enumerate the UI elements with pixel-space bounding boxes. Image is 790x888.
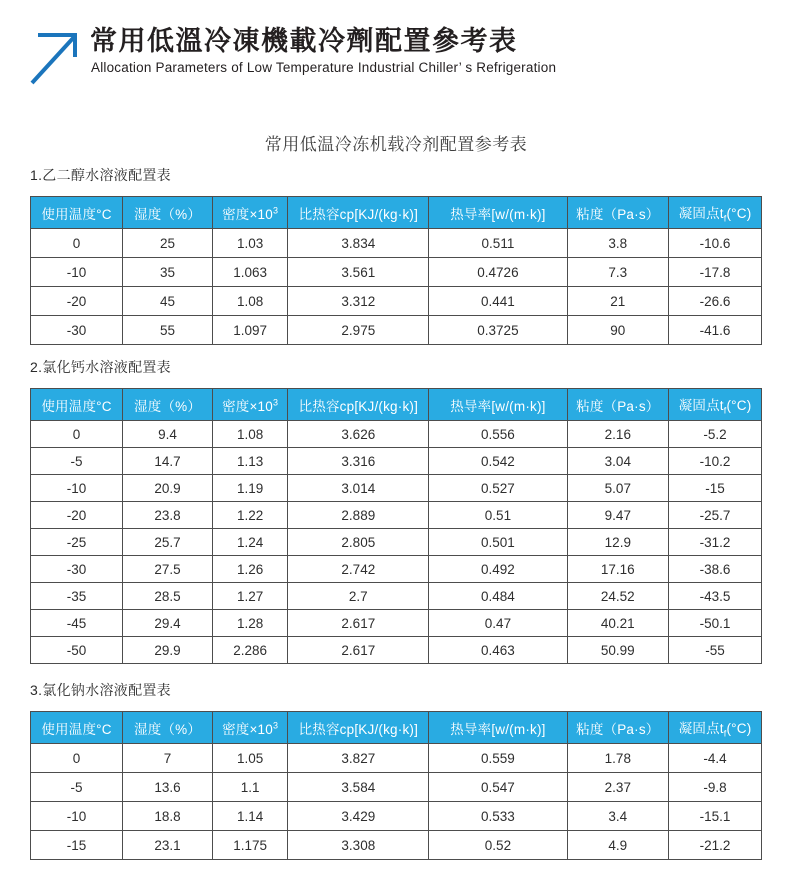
data-cell: 1.05 <box>213 744 288 773</box>
data-cell: 1.08 <box>213 287 288 316</box>
table-row <box>31 502 762 529</box>
column-header: 粘度（Pa·s） <box>567 712 669 744</box>
data-cell: -31.2 <box>669 529 762 556</box>
data-cell: 7.3 <box>567 258 669 287</box>
data-cell: 1.03 <box>213 229 288 258</box>
page-title: 常用低溫冷凍機載冷劑配置參考表 <box>90 26 518 56</box>
column-header: 比热容cp[KJ/(kg·k)] <box>288 712 429 744</box>
data-cell: 17.16 <box>567 556 669 583</box>
data-cell: -5.2 <box>669 421 762 448</box>
data-cell: 3.308 <box>288 831 429 860</box>
data-cell: 24.52 <box>567 583 669 610</box>
data-cell: -17.8 <box>669 258 762 287</box>
data-cell: 3.04 <box>567 448 669 475</box>
data-cell: 2.286 <box>213 637 288 664</box>
data-cell: 12.9 <box>567 529 669 556</box>
column-header: 使用温度°C <box>31 712 123 744</box>
data-cell: 2.975 <box>288 316 429 345</box>
data-cell: 2.37 <box>567 773 669 802</box>
data-cell: 90 <box>567 316 669 345</box>
data-cell: -55 <box>669 637 762 664</box>
data-cell: 21 <box>567 287 669 316</box>
data-cell: -4.4 <box>669 744 762 773</box>
data-cell: 55 <box>123 316 213 345</box>
header-row <box>31 197 762 229</box>
table-row <box>31 556 762 583</box>
data-cell: 4.9 <box>567 831 669 860</box>
sodium-chloride-table <box>30 711 762 860</box>
column-header: 热导率[w/(m·k)] <box>429 712 567 744</box>
data-cell: 1.08 <box>213 421 288 448</box>
data-cell: 14.7 <box>123 448 213 475</box>
data-cell: 3.429 <box>288 802 429 831</box>
data-cell: -10 <box>31 475 123 502</box>
calcium-chloride-table <box>30 388 762 664</box>
data-cell: 2.617 <box>288 610 429 637</box>
data-cell: -50 <box>31 637 123 664</box>
data-cell: 0.492 <box>429 556 567 583</box>
data-cell: 45 <box>123 287 213 316</box>
data-cell: 7 <box>123 744 213 773</box>
column-header: 湿度（%） <box>123 389 213 421</box>
column-header: 密度$\times 10^3$ <box>213 712 288 744</box>
data-cell: 28.5 <box>123 583 213 610</box>
data-cell: 0.501 <box>429 529 567 556</box>
data-cell: 0.484 <box>429 583 567 610</box>
table-row <box>31 421 762 448</box>
data-cell: 40.21 <box>567 610 669 637</box>
data-cell: -15.1 <box>669 802 762 831</box>
column-header: 粘度（Pa·s） <box>567 389 669 421</box>
data-cell: -41.6 <box>669 316 762 345</box>
data-cell: -30 <box>31 316 123 345</box>
data-cell: -38.6 <box>669 556 762 583</box>
data-cell: 2.7 <box>288 583 429 610</box>
data-cell: 0 <box>31 229 123 258</box>
data-cell: 2.889 <box>288 502 429 529</box>
column-header: 凝固点$t_f(^\circ C)$ <box>669 389 762 421</box>
data-cell: 1.22 <box>213 502 288 529</box>
data-cell: 1.175 <box>213 831 288 860</box>
data-cell: 3.8 <box>567 229 669 258</box>
data-cell: -9.8 <box>669 773 762 802</box>
data-cell: 23.1 <box>123 831 213 860</box>
data-cell: -20 <box>31 502 123 529</box>
data-cell: 3.626 <box>288 421 429 448</box>
table-row <box>31 529 762 556</box>
data-cell: 0.3725 <box>429 316 567 345</box>
data-cell: -10.6 <box>669 229 762 258</box>
data-cell: 3.014 <box>288 475 429 502</box>
column-header: 凝固点$t_f(^\circ C)$ <box>669 712 762 744</box>
data-cell: 1.097 <box>213 316 288 345</box>
table-row <box>31 258 762 287</box>
table-row <box>31 610 762 637</box>
data-cell: 3.312 <box>288 287 429 316</box>
data-cell: 0 <box>31 421 123 448</box>
header-row <box>31 389 762 421</box>
table-row <box>31 637 762 664</box>
data-cell: -25.7 <box>669 502 762 529</box>
data-cell: 0.547 <box>429 773 567 802</box>
data-cell: 23.8 <box>123 502 213 529</box>
table-row <box>31 229 762 258</box>
table-row <box>31 583 762 610</box>
data-cell: 1.27 <box>213 583 288 610</box>
data-cell: 3.561 <box>288 258 429 287</box>
data-cell: 1.78 <box>567 744 669 773</box>
brand-text <box>90 26 556 75</box>
brand-header <box>25 26 762 86</box>
table-row <box>31 316 762 345</box>
data-cell: 0.511 <box>429 229 567 258</box>
data-cell: 5.07 <box>567 475 669 502</box>
column-header: 湿度（%） <box>123 712 213 744</box>
data-cell: 3.4 <box>567 802 669 831</box>
data-cell: -10.2 <box>669 448 762 475</box>
data-cell: 50.99 <box>567 637 669 664</box>
document-body <box>25 130 762 860</box>
column-header: 比热容cp[KJ/(kg·k)] <box>288 197 429 229</box>
data-cell: -5 <box>31 448 123 475</box>
data-cell: -10 <box>31 802 123 831</box>
table-row <box>31 475 762 502</box>
data-cell: 0.463 <box>429 637 567 664</box>
data-cell: 25.7 <box>123 529 213 556</box>
data-cell: 1.28 <box>213 610 288 637</box>
column-header: 热导率[w/(m·k)] <box>429 389 567 421</box>
arrow-up-right-icon <box>25 28 83 86</box>
data-cell: 2.742 <box>288 556 429 583</box>
data-cell: -21.2 <box>669 831 762 860</box>
data-cell: 25 <box>123 229 213 258</box>
data-cell: 2.805 <box>288 529 429 556</box>
data-cell: 0 <box>31 744 123 773</box>
column-header: 粘度（Pa·s） <box>567 197 669 229</box>
column-header: 湿度（%） <box>123 197 213 229</box>
ethylene-glycol-table <box>30 196 762 345</box>
data-cell: -30 <box>31 556 123 583</box>
data-cell: 18.8 <box>123 802 213 831</box>
table-row <box>31 287 762 316</box>
table-row <box>31 448 762 475</box>
table-row <box>31 802 762 831</box>
section-title-sodium-chloride: 3.氯化钠水溶液配置表 <box>30 682 171 698</box>
data-cell: 13.6 <box>123 773 213 802</box>
data-cell: 0.52 <box>429 831 567 860</box>
data-cell: 0.47 <box>429 610 567 637</box>
data-cell: 9.4 <box>123 421 213 448</box>
column-header: 热导率[w/(m·k)] <box>429 197 567 229</box>
data-cell: 20.9 <box>123 475 213 502</box>
section-title-calcium-chloride: 2.氯化钙水溶液配置表 <box>30 359 171 375</box>
data-cell: -45 <box>31 610 123 637</box>
data-cell: 2.617 <box>288 637 429 664</box>
table-row <box>31 773 762 802</box>
data-cell: 0.556 <box>429 421 567 448</box>
document-title: 常用低温冷冻机载冷剂配置参考表 <box>264 135 528 154</box>
data-cell: 29.9 <box>123 637 213 664</box>
column-header: 使用温度°C <box>31 197 123 229</box>
column-header: 凝固点$t_f(^\circ C)$ <box>669 197 762 229</box>
data-cell: 2.16 <box>567 421 669 448</box>
data-cell: -15 <box>31 831 123 860</box>
data-cell: 1.26 <box>213 556 288 583</box>
page-subtitle: Allocation Parameters of Low Temperature Industrial Chiller’ s Refrigeration <box>91 60 557 76</box>
data-cell: 0.559 <box>429 744 567 773</box>
data-cell: 0.441 <box>429 287 567 316</box>
data-cell: 0.533 <box>429 802 567 831</box>
data-cell: 1.14 <box>213 802 288 831</box>
data-cell: 0.527 <box>429 475 567 502</box>
data-cell: 0.4726 <box>429 258 567 287</box>
data-cell: 1.13 <box>213 448 288 475</box>
data-cell: 27.5 <box>123 556 213 583</box>
data-cell: 3.827 <box>288 744 429 773</box>
data-cell: -15 <box>669 475 762 502</box>
data-cell: 1.1 <box>213 773 288 802</box>
data-cell: 1.063 <box>213 258 288 287</box>
section-title-ethylene-glycol: 1.乙二醇水溶液配置表 <box>30 167 171 183</box>
data-cell: -25 <box>31 529 123 556</box>
data-cell: -5 <box>31 773 123 802</box>
table-row <box>31 831 762 860</box>
data-cell: -35 <box>31 583 123 610</box>
data-cell: 1.19 <box>213 475 288 502</box>
data-cell: 1.24 <box>213 529 288 556</box>
column-header: 密度$\times 10^3$ <box>213 389 288 421</box>
column-header: 使用温度°C <box>31 389 123 421</box>
data-cell: 3.834 <box>288 229 429 258</box>
data-cell: 29.4 <box>123 610 213 637</box>
data-cell: 9.47 <box>567 502 669 529</box>
table-row <box>31 744 762 773</box>
data-cell: -26.6 <box>669 287 762 316</box>
data-cell: -50.1 <box>669 610 762 637</box>
data-cell: 35 <box>123 258 213 287</box>
data-cell: 0.542 <box>429 448 567 475</box>
header-row <box>31 712 762 744</box>
data-cell: -43.5 <box>669 583 762 610</box>
column-header: 密度$\times 10^3$ <box>213 197 288 229</box>
column-header: 比热容cp[KJ/(kg·k)] <box>288 389 429 421</box>
data-cell: 3.316 <box>288 448 429 475</box>
data-cell: -20 <box>31 287 123 316</box>
data-cell: 0.51 <box>429 502 567 529</box>
data-cell: -10 <box>31 258 123 287</box>
data-cell: 3.584 <box>288 773 429 802</box>
